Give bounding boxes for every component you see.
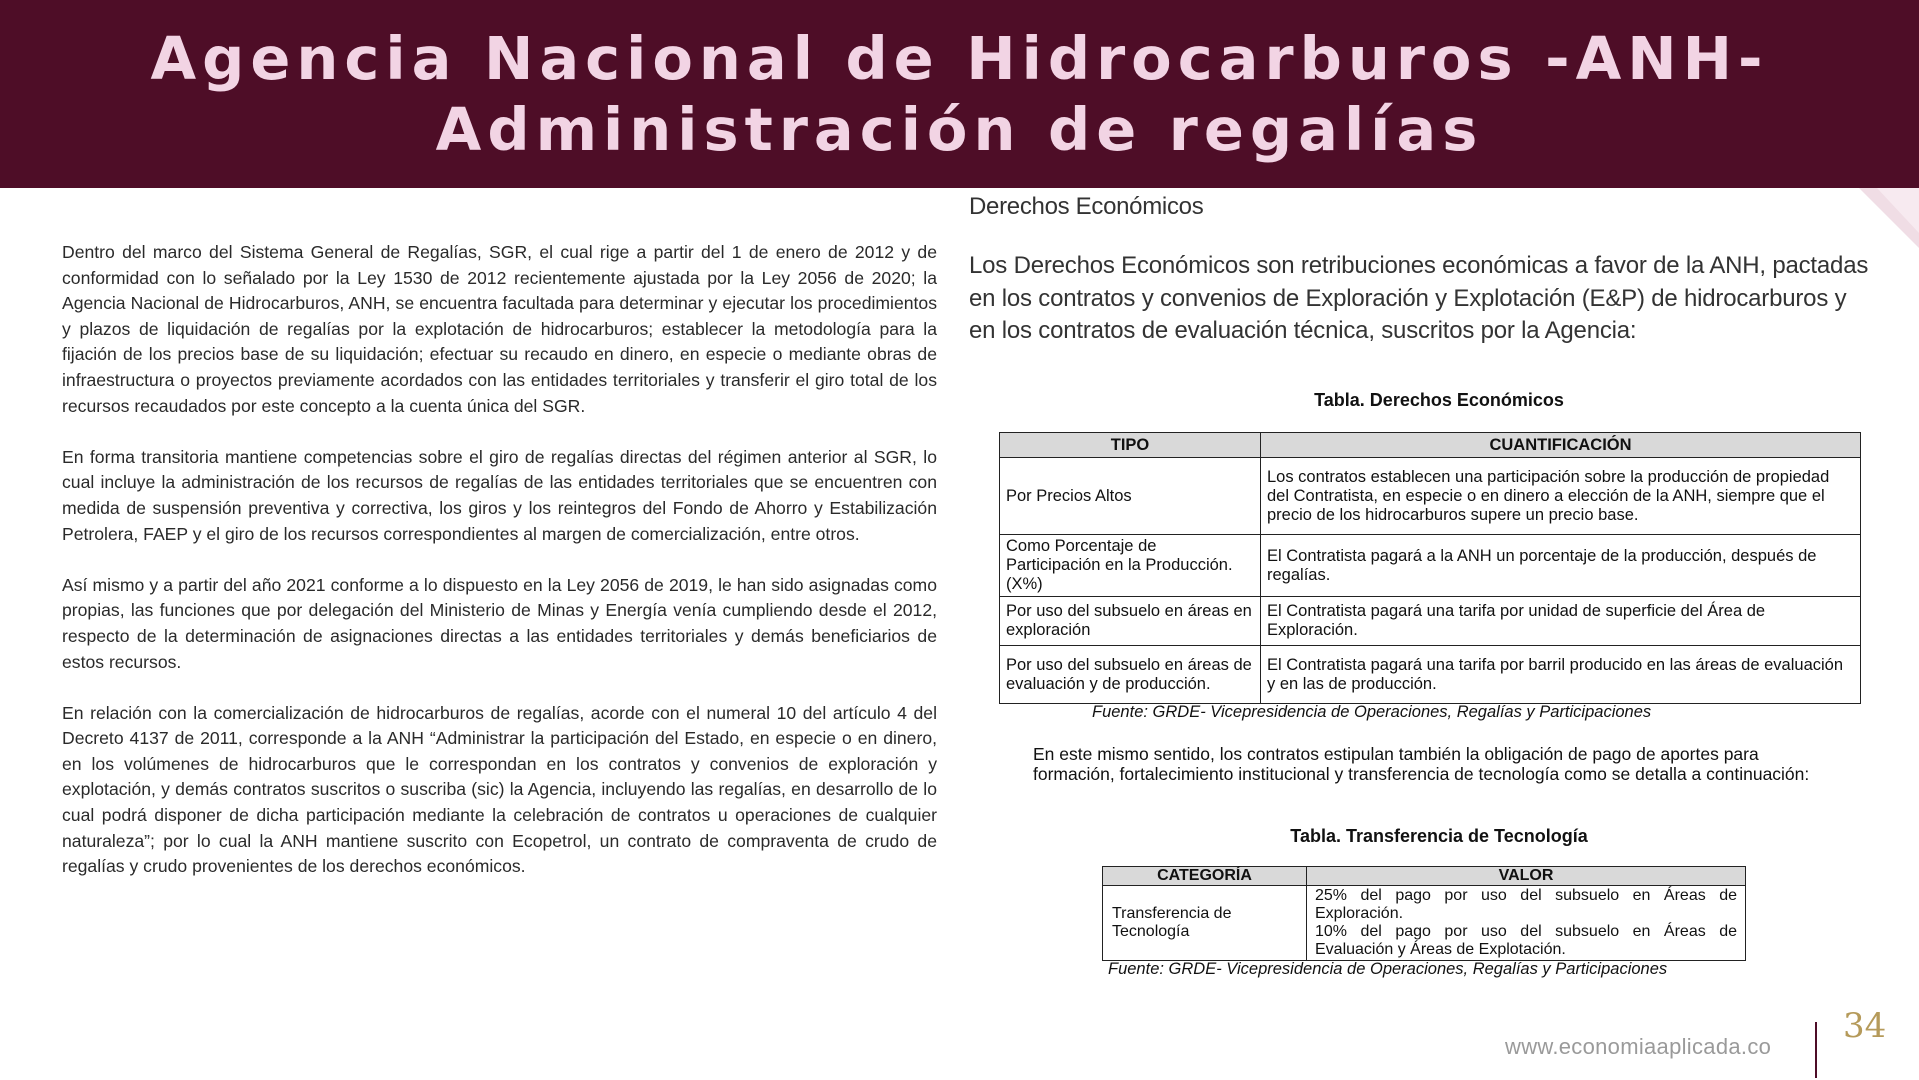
table-cell: Por uso del subsuelo en áreas en exploración (1000, 597, 1261, 646)
paragraph-comercializacion: En relación con la comercialización de hidrocarburos de regalías, acorde con el numeral 10 del artículo 4 del Decreto 4137 de 2011, corresponde a la ANH “Administrar la participación del Estado, en especie o en dinero, en los volúmenes de hidrocarburos que le correspondan en los contratos y convenios de exploración y explotación, y demás contratos suscritos o suscriba (sic) la Agencia, incluyendo las regalías, en desarrollo de lo cual podrá disponer de dicha participación mediante la celebración de contratos u operaciones de cualquier naturaleza”; por lo cual la ANH mantiene suscrito con Ecopetrol, un contrato de compraventa de crudo de regalías y crudo provenientes de los derechos económicos. (62, 702, 937, 877)
table-cell: El Contratista pagará a la ANH un porcentaje de la producción, después de regalías. (1261, 535, 1861, 597)
table-cell: Como Porcentaje de Participación en la Producción. (X%) (1000, 535, 1261, 597)
table-cell (1307, 886, 1746, 961)
page-title-line-1: Agencia Nacional de Hidrocarburos -ANH- (150, 24, 1769, 93)
table-cell: Los contratos establecen una participación sobre la producción de propiedad del Contratista, en especie o en dinero a elección de la ANH, siempre que el precio de los hidrocarburos supere un precio base. (1261, 458, 1861, 535)
table1-title: Tabla. Derechos Económicos (1314, 390, 1564, 410)
table2-header-valor: VALOR (1307, 867, 1746, 886)
table-row (1000, 458, 1861, 535)
corner-decoration (1859, 188, 1919, 248)
paragraph-transitoria: En forma transitoria mantiene competencias sobre el giro de regalías directas del régimen anterior al SGR, lo cual incluye la administración de los recursos de regalías de las entidades territoriales que se encuentren con medida de suspensión preventiva y correctiva, los giros y los reintegros del Fondo de Ahorro y Estabilización Petrolera, FAEP y el giro de los recursos correspondientes al margen de comercialización, entre otros. (62, 446, 937, 544)
header-banner (0, 0, 1919, 188)
valor-line-1: 25% del pago por uso del subsuelo en Áreas de Exploración. (1315, 887, 1737, 922)
table2-header-categoria: CATEGORÍA (1103, 867, 1307, 886)
table-cell: Por Precios Altos (1000, 458, 1261, 535)
footer-divider (1815, 1022, 1817, 1078)
table-cell: Por uso del subsuelo en áreas de evaluación y de producción. (1000, 646, 1261, 704)
table2-source: Fuente: GRDE- Vicepresidencia de Operaciones, Regalías y Participaciones (1108, 960, 1668, 978)
table1-header-tipo: TIPO (1000, 433, 1261, 458)
table-row (1000, 646, 1861, 704)
table-row (1000, 597, 1861, 646)
table-cell: El Contratista pagará una tarifa por unidad de superficie del Área de Exploración. (1261, 597, 1861, 646)
section-heading: Derechos Económicos (969, 193, 1204, 220)
valor-line-2: 10% del pago por uso del subsuelo en Áreas de Evaluación y Áreas de Explotación. (1315, 923, 1737, 958)
paragraph-asignaciones: Así mismo y a partir del año 2021 conforme a lo dispuesto en la Ley 2056 de 2019, le han sido asignadas como propias, las funciones que por delegación del Ministerio de Minas y Energía venía cumpliendo desde el 2012, respecto de la determinación de asignaciones directas a las entidades territoriales y demás beneficiarios de estos recursos. (62, 574, 937, 672)
table-row (1000, 535, 1861, 597)
table-derechos-economicos (999, 432, 1861, 704)
page-title-line-2: Administración de regalías (435, 95, 1484, 164)
table2-title: Tabla. Transferencia de Tecnología (1290, 826, 1588, 846)
middle-paragraph: En este mismo sentido, los contratos estipulan también la obligación de pago de aportes para formación, fortalecimiento institucional y transferencia de tecnología como se detalla a continuación: (1033, 744, 1810, 784)
table-cell: El Contratista pagará una tarifa por barril producido en las áreas de evaluación y en las de producción. (1261, 646, 1861, 704)
table1-source: Fuente: GRDE- Vicepresidencia de Operaciones, Regalías y Participaciones (1092, 703, 1652, 721)
table-row (1103, 886, 1746, 961)
page-number: 34 (1843, 1006, 1887, 1046)
table-cell: Transferencia de Tecnología (1103, 886, 1307, 961)
paragraph-sgr: Dentro del marco del Sistema General de Regalías, SGR, el cual rige a partir del 1 de enero de 2012 y de conformidad con lo señalado por la Ley 1530 de 2012 recientemente ajustada por la Ley 2056 de 2020; la Agencia Nacional de Hidrocarburos, ANH, se encuentra facultada para determinar y ejecutar los procedimientos y plazos de liquidación de regalías por la explotación de hidrocarburos; establecer la metodología para la fijación de los precios base de su liquidación; efectuar su recaudo en dinero, en especie o mediante obras de infraestructura o proyectos previamente acordados con las entidades territoriales y transferir el giro total de los recursos recaudados por este concepto a la cuenta única del SGR. (62, 242, 937, 416)
left-column-text (62, 240, 937, 905)
footer-url: www.economiaaplicada.co (1505, 1034, 1772, 1059)
table1-header-cuantificacion: CUANTIFICACIÓN (1261, 433, 1861, 458)
intro-paragraph: Los Derechos Económicos son retribuciones económicas a favor de la ANH, pactadas en los contratos y convenios de Exploración y Explotación (E&P) de hidrocarburos y en los contratos de evaluación técnica, suscritos por la Agencia: (969, 252, 1869, 344)
table-transferencia-tecnologia (1102, 866, 1746, 961)
